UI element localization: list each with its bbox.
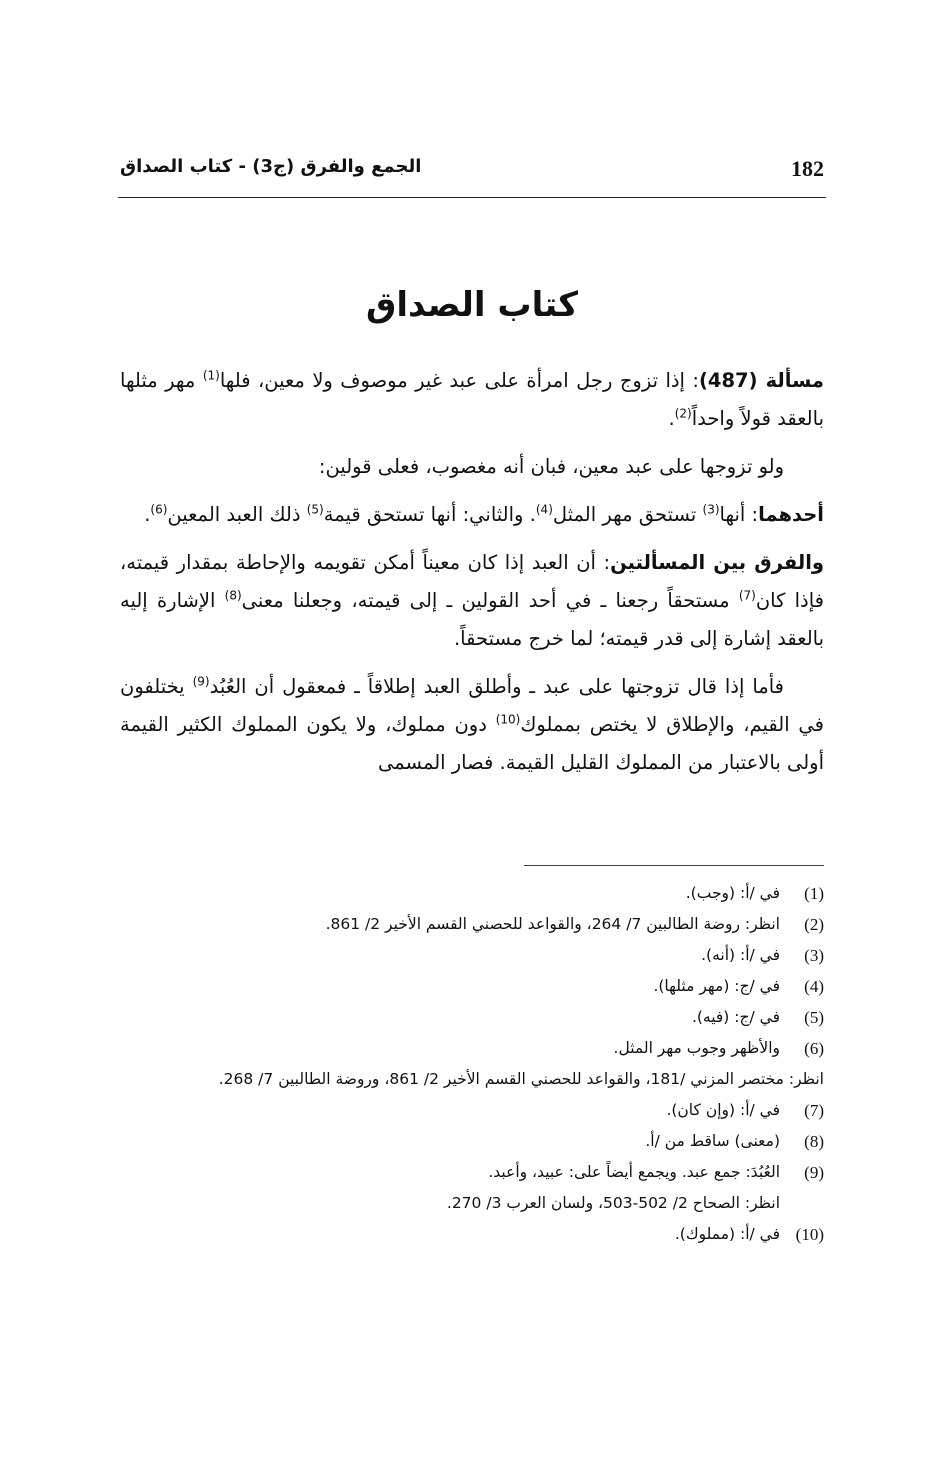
footnote-number: (8) xyxy=(804,1132,824,1151)
footnote-ref: (8) xyxy=(224,588,242,603)
paragraph-text: تستحق مهر المثل xyxy=(552,503,703,526)
paragraph-text: . والثاني: أنها تستحق قيمة xyxy=(323,503,536,526)
paragraph-unspecified xyxy=(120,668,824,782)
footnote-text: العُبُدَ: جمع عبد. ويجمع أيضاً على: عبيد، وأعبد. xyxy=(488,1163,780,1181)
footnotes xyxy=(120,878,824,1250)
footnote-text: في /أ: (أنه). xyxy=(701,946,780,964)
header-rule xyxy=(118,197,826,198)
paragraph-text: . xyxy=(668,407,675,430)
footnote-number: (6) xyxy=(804,1039,824,1058)
footnote-separator xyxy=(524,865,824,866)
footnote-text: في /أ: (مملوك). xyxy=(674,1225,780,1243)
footnote-number: (4) xyxy=(804,977,824,996)
footnote-number: (10) xyxy=(795,1225,824,1244)
footnote-ref: (10) xyxy=(495,712,521,727)
paragraph-text: الإشارة إليه بالعقد إشارة إلى قدر قيمته؛ لما خرج مستحقاً. xyxy=(120,589,824,650)
footnote-4 xyxy=(120,971,824,1002)
paragraph-two-views xyxy=(120,448,824,486)
footnote-ref: (6) xyxy=(150,502,168,517)
footnote-number: (7) xyxy=(804,1101,824,1120)
footnote-6 xyxy=(120,1033,824,1064)
footnote-number: (5) xyxy=(804,1008,824,1027)
footnote-ref: (2) xyxy=(674,406,692,421)
paragraph-first-view xyxy=(120,496,824,534)
footnote-1 xyxy=(120,878,824,909)
paragraph-text: فأما إذا قال تزوجتها على عبد ـ وأطلق العبد إطلاقاً ـ فمعقول أن العُبُد xyxy=(209,675,784,698)
paragraph-text: يختلفون في القيم، والإطلاق لا يختص بمملوك xyxy=(120,675,824,736)
main-text xyxy=(120,362,824,792)
paragraph-text: : إذا تزوج رجل امرأة على عبد غير موصوف ولا معين، فلها xyxy=(219,369,699,392)
chapter-title: كتاب الصداق xyxy=(365,285,579,325)
paragraph-text: ولو تزوجها على عبد معين، فبان أنه مغصوب، فعلى قولين: xyxy=(318,455,784,478)
footnote-7 xyxy=(120,1095,824,1126)
footnote-8 xyxy=(120,1126,824,1157)
paragraph-difference xyxy=(120,544,824,658)
page-number: 182 xyxy=(791,156,824,181)
running-header xyxy=(120,152,824,192)
footnote-9 xyxy=(120,1157,824,1188)
footnote-text: في /أ: (وجب). xyxy=(685,884,780,902)
paragraph-text: ذلك العبد المعين xyxy=(167,503,307,526)
footnote-number: (3) xyxy=(804,946,824,965)
paragraph-masala xyxy=(120,362,824,438)
paragraph-text: مستحقاً رجعنا ـ في أحد القولين ـ إلى قيمته، وجعلنا معنى xyxy=(241,589,739,612)
footnote-text: في /أ: (وإن كان). xyxy=(666,1101,780,1119)
footnote-5 xyxy=(120,1002,824,1033)
footnote-ref: (3) xyxy=(702,502,720,517)
footnote-9-continuation: انظر: الصحاح 2/ 502-503، ولسان العرب 3/ 270. xyxy=(446,1194,780,1212)
footnote-6-continuation: انظر: مختصر المزني /181، والقواعد للحصني القسم الأخير 2/ 861، وروضة الطالبين 7/ 268. xyxy=(218,1070,824,1088)
footnote-2 xyxy=(120,909,824,940)
footnote-text: (معنى) ساقط من /أ. xyxy=(645,1132,780,1150)
paragraph-text: . xyxy=(144,503,151,526)
paragraph-text: دون مملوك، ولا يكون المملوك الكثير القيمة أولى بالاعتبار من المملوك القليل القيمة. فصار المسمى xyxy=(120,713,824,774)
footnote-ref: (5) xyxy=(306,502,324,517)
footnote-text: في /ج: (مهر مثلها). xyxy=(653,977,780,995)
footnote-ref: (7) xyxy=(738,588,756,603)
footnote-10 xyxy=(120,1219,824,1250)
footnote-3 xyxy=(120,940,824,971)
footnote-number: (2) xyxy=(804,915,824,934)
paragraph-text: مهر مثلها بالعقد قولاً واحداً xyxy=(120,369,824,430)
paragraph-text: : أنها xyxy=(719,503,759,526)
difference-label: والفرق بين المسألتين xyxy=(610,551,825,574)
footnote-ref: (4) xyxy=(535,502,553,517)
footnote-text: والأظهر وجوب مهر المثل. xyxy=(613,1039,780,1057)
footnote-text: انظر: روضة الطالبين 7/ 264، والقواعد للحصني القسم الأخير 2/ 861. xyxy=(325,915,780,933)
footnote-number: (1) xyxy=(804,884,824,903)
footnote-ref: (1) xyxy=(202,368,220,383)
paragraph-text: : أن العبد إذا كان معيناً أمكن تقويمه والإحاطة بمقدار قيمته، فإذا كان xyxy=(120,551,824,612)
footnote-text: في /ج: (فيه). xyxy=(691,1008,780,1026)
footnote-ref: (9) xyxy=(192,674,210,689)
running-title: الجمع والفرق (ج3) - كتاب الصداق xyxy=(120,156,422,177)
masala-label: مسألة (487) xyxy=(699,369,824,392)
footnote-number: (9) xyxy=(804,1163,824,1182)
first-view-label: أحدهما xyxy=(758,503,824,526)
